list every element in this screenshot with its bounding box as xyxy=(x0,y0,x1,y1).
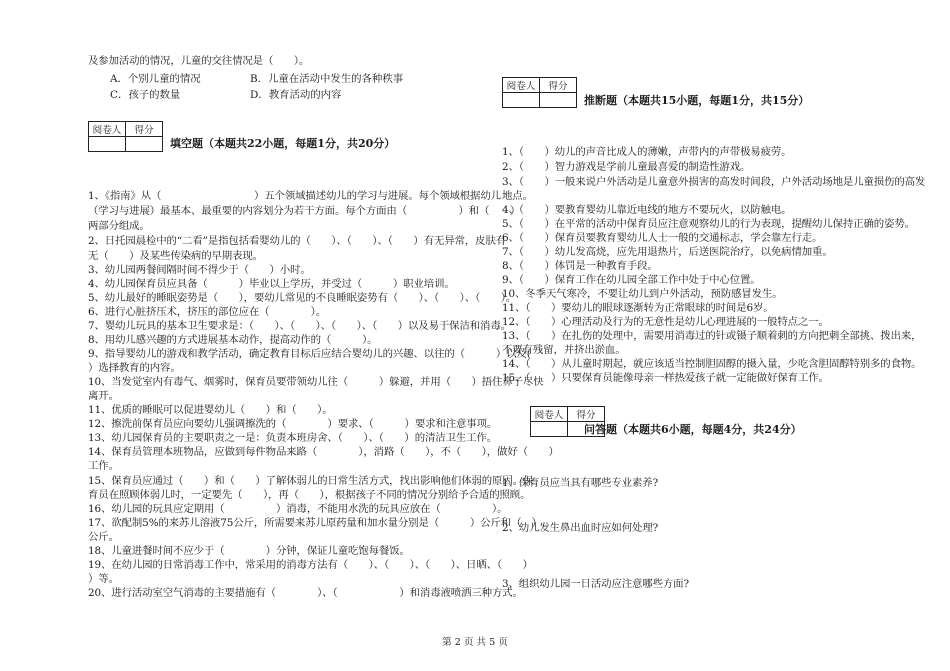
question-line: 6、进行心脏挤压术，挤压的部位应在（ ）。 xyxy=(88,306,326,318)
question-line: 1、（ ）幼儿的声音比成人的薄嫩，声带内的声带极易疲劳。 xyxy=(502,146,792,158)
option-c: C．孩子的数量 xyxy=(110,89,181,101)
reviewer-label: 阅卷人 xyxy=(503,78,540,93)
question-line: 7、婴幼儿玩具的基本卫生要求是：（ ）、（ ）、（ ）、（ ）以及易于保洁和消毒。 xyxy=(88,320,511,332)
question-line: 6、（ ）保育员要教育婴幼儿人士一般的交通标志，学会靠左行走。 xyxy=(502,232,823,244)
section-title-true-false: 推断题（本题共15小题，每题1分，共15分） xyxy=(584,94,810,107)
score-label: 得分 xyxy=(568,407,605,422)
question-line: 13、（ ）在扎伤的处理中，需要用消毒过的针或镊子顺着刺的方向把刺全部挑、拨出来， xyxy=(502,330,922,342)
answer-question: 2、幼儿发生鼻出血时应如何处理? xyxy=(502,522,659,534)
question-line: 8、（ ）体罚是一种教育手段。 xyxy=(502,260,658,272)
score-cell[interactable] xyxy=(540,93,577,108)
option-d: D．教育活动的内容 xyxy=(250,89,342,101)
question-line: 3、幼儿园两餐间隔时间不得少于（ ）小时。 xyxy=(88,264,311,276)
question-line: 12、（ ）心理活动及行为的无意性是幼儿心理进展的一般特点之一。 xyxy=(502,316,829,328)
question-line: 工作。 xyxy=(88,460,119,472)
question-line: 无（ ）及某些传染病的早期表现。 xyxy=(88,250,263,262)
question-line: 15、保育员应通过（ ）和（ ）了解体弱儿的日常生活方式，找出影响他们体弱的原因。保 xyxy=(88,475,534,487)
question-line: 16、幼儿园的玩具应定期用（ ）消毒，不能用水洗的玩具应放在（ ）。 xyxy=(88,503,508,515)
question-line: 7、（ ）幼儿发高烧，应先用退热片，后送医院治疗，以免病情加重。 xyxy=(502,246,833,258)
page-footer: 第 2 页 共 5 页 xyxy=(442,637,508,648)
question-line: 2、（ ）智力游戏是学前儿童最喜爱的制造性游戏。 xyxy=(502,161,751,173)
question-line: ）选择教育的内容。 xyxy=(88,362,181,374)
question-line: 12、擦洗前保育员应向要幼儿强调擦洗的（ ）要求、（ ）要求和注意事项。 xyxy=(88,418,498,430)
question-line: 14、保育员管理本班物品，应做到每件物品来路（ ），消路（ ），不（ ），做好（ ） xyxy=(88,446,559,458)
question-line: 14、（ ）从儿童时期起，就应该适当控制胆固醇的摄入量，少吃含胆固醇特别多的食物。 xyxy=(502,358,922,370)
question-line: 11、（ ）要幼儿的眼球逐渐转为正常眼球的时间是6岁。 xyxy=(502,302,774,314)
question-intro: 及参加活动的情况，儿童的交往情况是（ ）。 xyxy=(88,55,310,67)
answer-question: 3、组织幼儿园一日活动应注意哪些方面? xyxy=(502,578,689,590)
reviewer-cell[interactable] xyxy=(503,93,540,108)
question-line: 19、在幼儿园的日常消毒工作中，常采用的消毒方法有（ ）、（ ）、（ ）、日晒、（ ） xyxy=(88,559,533,571)
question-line: 两部分组成。 xyxy=(88,220,150,232)
question-line: 离开。 xyxy=(88,390,119,402)
section-title-short-answer: 问答题（本题共6小题，每题4分，共24分） xyxy=(584,423,802,436)
question-line: 11、优质的睡眠可以促进婴幼儿（ ）和（ ）。 xyxy=(88,404,333,416)
question-line: 15、（ ）只要保育员能像母亲一样热爱孩子就一定能做好保育工作。 xyxy=(502,372,829,384)
question-line: 10、冬季天气寒冷，不要让幼儿到户外活动，预防感冒发生。 xyxy=(502,288,783,300)
score-label: 得分 xyxy=(126,122,163,137)
question-line: 公斤。 xyxy=(88,531,119,543)
section-title-fill-blank: 填空题（本题共22小题，每题1分，共20分） xyxy=(170,137,396,150)
question-line: 17、欲配制5%的来苏儿溶液75公斤，所需要来苏儿原药量和加水量分别是（ ）公斤和（ ） xyxy=(88,517,542,529)
score-cell[interactable] xyxy=(126,137,163,152)
option-a: A．个别儿童的情况 xyxy=(110,73,201,85)
question-line: 4、幼儿园保育员应具备（ ）毕业以上学历，并受过（ ）职业培训。 xyxy=(88,278,455,290)
option-b: B．儿童在活动中发生的各种秩事 xyxy=(250,73,404,85)
question-line: 育员在照顾体弱儿时，一定要先（ ），再（ ），根据孩子不同的情况分别给予合适的照顾。 xyxy=(88,489,531,501)
question-line: 20、进行活动室空气消毒的主要措施有（ ）、（ ）和消毒液喷洒三种方式。 xyxy=(88,587,523,599)
question-line: 2、日托园晨检中的“二看”是指包括看婴幼儿的（ ）、（ ）、（ ）有无异常，皮肤有 xyxy=(88,235,507,247)
question-line: 8、用幼儿感兴趣的方式进展基本动作，提高动作的（ ）。 xyxy=(88,334,378,346)
score-box xyxy=(88,121,163,152)
question-line: 10、当发觉室内有毒气、烟雾时，保育员要带领幼儿往（ ）躲避，并用（ ）捂住鼻子尽快 xyxy=(88,376,544,388)
question-line: 3、（ ）一般来说户外活动是儿童意外损害的高发时间段，户外活动场地是儿童损伤的高发 xyxy=(502,176,926,188)
question-line: 不要有残留，并挤出淤血。 xyxy=(502,344,626,356)
question-line: 5、（ ）在平常的活动中保育员应注意观察幼儿的行为表现，提醒幼儿保持正确的姿势。 xyxy=(502,218,915,230)
reviewer-label: 阅卷人 xyxy=(89,122,126,137)
score-box xyxy=(502,77,577,108)
question-line: ）等。 xyxy=(88,573,119,585)
answer-question: 1、保育员应当具有哪些专业素养? xyxy=(502,477,659,489)
question-line: （学习与进展）最基本、最重要的内容划分为若干方面。每个方面由（ ）和（ ） xyxy=(88,205,521,217)
reviewer-cell[interactable] xyxy=(531,422,568,437)
score-label: 得分 xyxy=(540,78,577,93)
question-line: 18、儿童进餐时间不应少于（ ）分钟，保证儿童吃饱每餐饭。 xyxy=(88,545,410,557)
reviewer-cell[interactable] xyxy=(89,137,126,152)
question-line: 1、《指南》从（ ）五个领域描述幼儿的学习与进展。每个领域根据幼儿 xyxy=(88,190,501,202)
question-line: 地点。 xyxy=(502,190,533,202)
reviewer-label: 阅卷人 xyxy=(531,407,568,422)
question-line: 13、幼儿园保育员的主要职责之一是：负责本班房舍、（ ）、（ ）的清洁卫生工作。 xyxy=(88,432,498,444)
question-line: 9、（ ）保育工作在幼儿园全部工作中处于中心位置。 xyxy=(502,274,761,286)
question-line: 5、幼儿最好的睡眠姿势是（ ），要幼儿常见的不良睡眠姿势有（ ）、（ ）、（ ）。 xyxy=(88,292,517,304)
question-line: 4、（ ）要教育婴幼儿靠近电线的地方不要玩火，以防触电。 xyxy=(502,204,792,216)
question-line: 9、指导婴幼儿的游戏和教学活动，确定教育目标后应结合婴幼儿的兴趣、以往的（ ）以及( xyxy=(88,348,531,360)
